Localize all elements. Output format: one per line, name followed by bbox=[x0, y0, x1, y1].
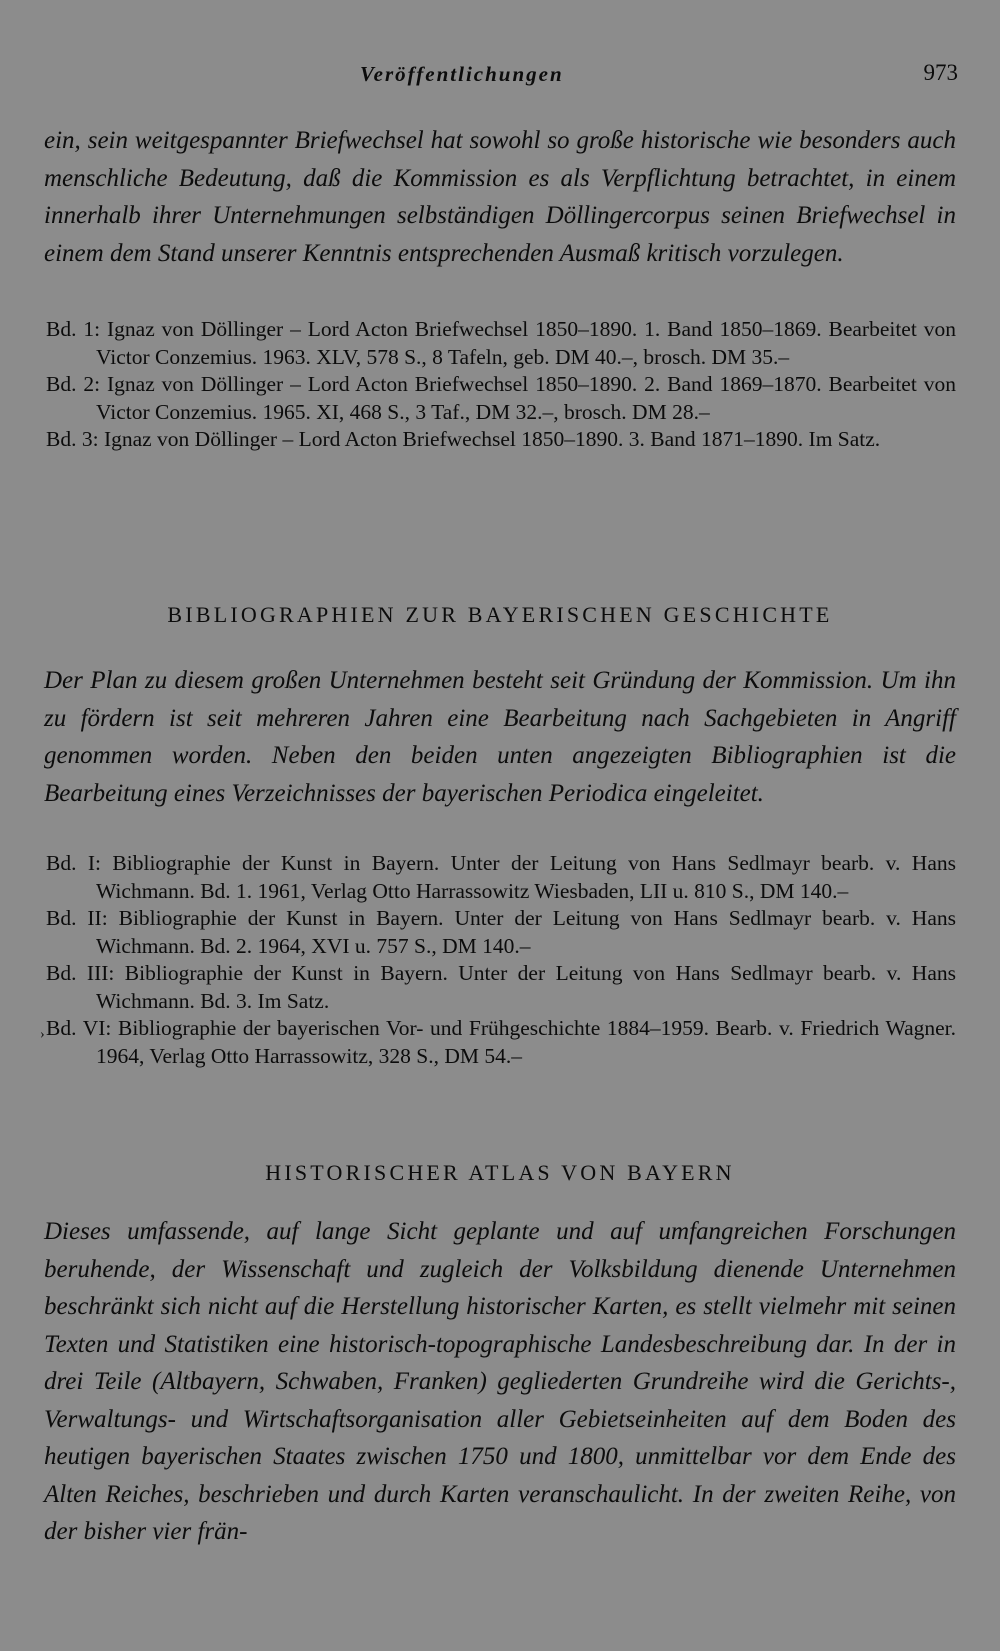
volume-entry: Bd. II: Bibliographie der Kunst in Bayern. Unter der Leitung von Hans Sedlmayr bearb. v. Hans Wichmann. Bd. 2. 1964, XVI u. 757 S., DM 140.– bbox=[46, 906, 956, 958]
bibliographien-volume-list bbox=[46, 850, 956, 1070]
margin-mark: › bbox=[40, 1027, 45, 1042]
dollinger-volume-list bbox=[46, 316, 956, 454]
volume-entry: Bd. 3: Ignaz von Döllinger – Lord Acton Briefwechsel 1850–1890. 3. Band 1871–1890. Im Satz. bbox=[46, 427, 881, 451]
section-heading-bibliographien: BIBLIOGRAPHIEN ZUR BAYERISCHEN GESCHICHTE bbox=[167, 602, 833, 627]
page-number: 973 bbox=[923, 60, 958, 85]
dollinger-intro-paragraph: ein, sein weitgespannter Briefwechsel hat sowohl so große historische wie besonders auch menschliche Bedeutung, daß die Kommission es als Verpflichtung betrachtet, in einem innerhalb ihrer Unternehmungen selbständigen Döllingercorpus seinen Briefwechsel in einem dem Stand unserer Kenntnis entsprechenden Ausmaß kritisch vorzulegen. bbox=[44, 127, 956, 267]
volume-entry: Bd. III: Bibliographie der Kunst in Bayern. Unter der Leitung von Hans Sedlmayr bearb. v. Hans Wichmann. Bd. 3. Im Satz. bbox=[46, 961, 956, 1013]
page-header bbox=[40, 62, 958, 92]
volume-entry: Bd. 2: Ignaz von Döllinger – Lord Acton Briefwechsel 1850–1890. 2. Band 1869–1870. Bearbeitet von Victor Conzemius. 1965. XI, 468 S., 3 Taf., DM 32.–, brosch. DM 28.– bbox=[46, 372, 956, 424]
volume-entry: Bd. 1: Ignaz von Döllinger – Lord Acton Briefwechsel 1850–1890. 1. Band 1850–1869. Bearbeitet von Victor Conzemius. 1963. XLV, 578 S., 8 Tafeln, geb. DM 40.–, brosch. DM 35.– bbox=[46, 317, 956, 369]
atlas-intro-paragraph: Dieses umfassende, auf lange Sicht geplante und auf umfangreichen Forschungen beruhende, der Wissenschaft und zugleich der Volksbildung dienende Unternehmen beschränkt sich nicht auf die Herstellung historischer Karten, es stellt vielmehr mit seinen Texten und Statistiken eine historisch-topographische Landesbeschreibung dar. In der in drei Teile (Altbayern, Schwaben, Franken) gegliederten Grundreihe wird die Gerichts-, Verwaltungs- und Wirtschaftsorganisation aller Gebietseinheiten auf dem Boden des heutigen bayerischen Staates zwischen 1750 und 1800, unmittelbar vor dem Ende des Alten Reiches, beschrieben und durch Karten veranschaulicht. In der zweiten Reihe, von der bisher vier frän- bbox=[44, 1218, 956, 1545]
running-head: Veröffentlichungen bbox=[360, 62, 564, 86]
volume-entry: Bd. VI: Bibliographie der bayerischen Vor- und Frühgeschichte 1884–1959. Bearb. v. Friedrich Wagner. 1964, Verlag Otto Harrassowitz, 328 S., DM 54.– bbox=[46, 1016, 956, 1068]
bibliographien-intro-paragraph: Der Plan zu diesem großen Unternehmen besteht seit Gründung der Kommission. Um ihn zu fördern ist seit mehreren Jahren eine Bearbeitung nach Sachgebieten in Angriff genommen worden. Neben den beiden unten angezeigten Bibliographien ist die Bearbeitung eines Verzeichnisses der bayerischen Periodica eingeleitet. bbox=[44, 667, 956, 807]
section-heading-atlas: HISTORISCHER ATLAS VON BAYERN bbox=[265, 1160, 735, 1185]
volume-entry: Bd. I: Bibliographie der Kunst in Bayern. Unter der Leitung von Hans Sedlmayr bearb. v. Hans Wichmann. Bd. 1. 1961, Verlag Otto Harrassowitz Wiesbaden, LII u. 810 S., DM 140.– bbox=[46, 851, 956, 903]
